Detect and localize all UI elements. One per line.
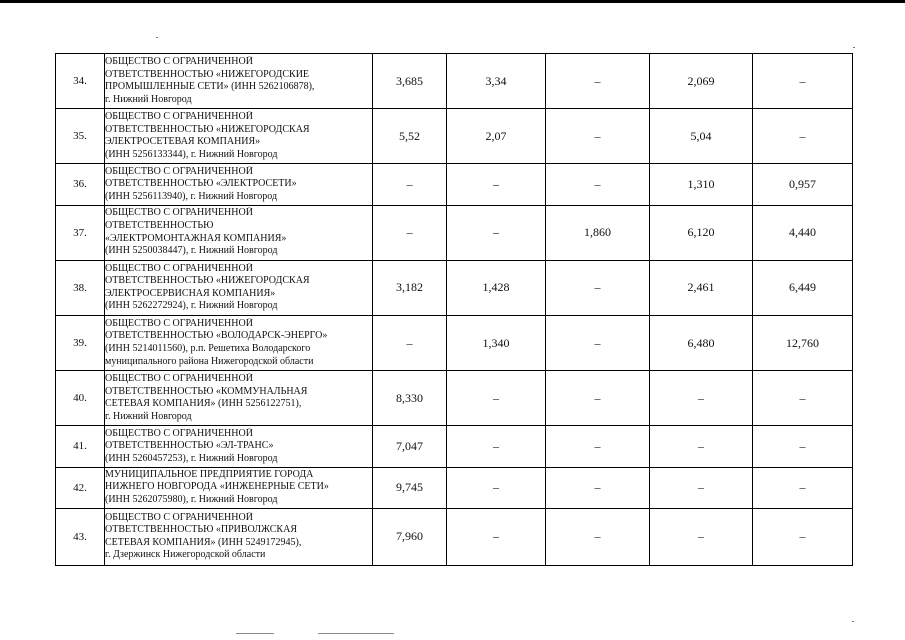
table-row [56, 54, 853, 109]
organization-cell [105, 164, 373, 205]
table-row [56, 109, 853, 164]
table-row [56, 315, 853, 370]
scan-speck [853, 47, 855, 48]
row-number: 38. [56, 260, 105, 315]
value-cell: 8,330 [373, 371, 447, 426]
value-cell: – [546, 109, 650, 164]
org-text-line: (ИНН 5256133344), г. Нижний Новгород [105, 148, 278, 160]
org-text-line: г. Нижний Новгород [105, 93, 192, 105]
value-cell: – [650, 371, 753, 426]
organizations-table [55, 53, 853, 566]
org-text-line: ОТВЕТСТВЕННОСТЬЮ «НИЖЕГОРОДСКИЕ [105, 68, 310, 80]
value-cell: – [447, 371, 546, 426]
row-number: 41. [56, 426, 105, 467]
org-text-line: ОБЩЕСТВО С ОГРАНИЧЕННОЙ [105, 207, 253, 219]
org-text-line: СЕТЕВАЯ КОМПАНИЯ» (ИНН 5249172945), [105, 536, 302, 548]
org-text-line: ПРОМЫШЛЕННЫЕ СЕТИ» (ИНН 5262106878), [105, 81, 315, 93]
row-number: 35. [56, 109, 105, 164]
value-cell: – [447, 426, 546, 467]
org-text-line: (ИНН 5262075980), г. Нижний Новгород [105, 493, 278, 505]
row-number: 34. [56, 54, 105, 109]
value-cell: 4,440 [753, 205, 853, 260]
org-text-line: ОБЩЕСТВО С ОГРАНИЧЕННОЙ [105, 373, 253, 385]
organization-cell [105, 426, 373, 467]
row-number: 40. [56, 371, 105, 426]
row-number: 36. [56, 164, 105, 205]
table-row [56, 467, 853, 508]
value-cell: 1,340 [447, 315, 546, 370]
org-text-line: (ИНН 5262272924), г. Нижний Новгород [105, 300, 278, 312]
org-text-line: ЭЛЕКТРОСЕТЕВАЯ КОМПАНИЯ» [105, 136, 261, 148]
org-text-line: ОТВЕТСТВЕННОСТЬЮ «ЭЛЕКТРОСЕТИ» [105, 178, 297, 190]
value-cell: – [447, 467, 546, 508]
org-text-line: ОТВЕТСТВЕННОСТЬЮ «ВОЛОДАРСК-ЭНЕРГО» [105, 330, 328, 342]
value-cell: 7,047 [373, 426, 447, 467]
value-cell: 5,04 [650, 109, 753, 164]
scan-top-border [0, 0, 905, 3]
org-text-line: ОТВЕТСТВЕННОСТЬЮ «ЭЛ-ТРАНС» [105, 440, 274, 452]
org-text-line: ОТВЕТСТВЕННОСТЬЮ «ПРИВОЛЖСКАЯ [105, 524, 297, 536]
value-cell: 5,52 [373, 109, 447, 164]
value-cell: – [753, 508, 853, 565]
value-cell: – [373, 205, 447, 260]
table-row [56, 260, 853, 315]
value-cell: – [650, 426, 753, 467]
value-cell: – [546, 164, 650, 205]
value-cell: – [650, 508, 753, 565]
org-text-line: ОБЩЕСТВО С ОГРАНИЧЕННОЙ [105, 262, 253, 274]
table-row [56, 371, 853, 426]
value-cell: – [546, 371, 650, 426]
org-text-line: «ЭЛЕКТРОМОНТАЖНАЯ КОМПАНИЯ» [105, 232, 287, 244]
scan-speck [852, 621, 854, 622]
org-text-line: ОТВЕТСТВЕННОСТЬЮ «КОММУНАЛЬНАЯ [105, 385, 308, 397]
organization-cell [105, 260, 373, 315]
organization-cell [105, 109, 373, 164]
value-cell: 1,310 [650, 164, 753, 205]
table-row [56, 426, 853, 467]
org-text-line: ЭЛЕКТРОСЕРВИСНАЯ КОМПАНИЯ» [105, 287, 276, 299]
org-text-line: (ИНН 5214011560), р.п. Решетиха Володарского [105, 343, 311, 355]
value-cell: – [373, 315, 447, 370]
org-text-line: НИЖНЕГО НОВГОРОДА «ИНЖЕНЕРНЫЕ СЕТИ» [105, 481, 329, 493]
org-text-line: (ИНН 5260457253), г. Нижний Новгород [105, 452, 278, 464]
value-cell: – [650, 467, 753, 508]
org-text-line: ОБЩЕСТВО С ОГРАНИЧЕННОЙ [105, 55, 253, 67]
organization-cell [105, 371, 373, 426]
value-cell: – [753, 371, 853, 426]
organization-cell [105, 467, 373, 508]
org-text-line: (ИНН 5250038447), г. Нижний Новгород [105, 245, 278, 257]
value-cell: 1,428 [447, 260, 546, 315]
row-number: 37. [56, 205, 105, 260]
value-cell: – [753, 467, 853, 508]
org-text-line: ОБЩЕСТВО С ОГРАНИЧЕННОЙ [105, 165, 253, 177]
row-number: 39. [56, 315, 105, 370]
organization-cell [105, 508, 373, 565]
value-cell: – [753, 426, 853, 467]
value-cell: 0,957 [753, 164, 853, 205]
value-cell: 9,745 [373, 467, 447, 508]
table-row [56, 205, 853, 260]
org-text-line: г. Дзержинск Нижегородской области [105, 549, 266, 561]
value-cell: 6,480 [650, 315, 753, 370]
value-cell: – [373, 164, 447, 205]
value-cell: – [753, 109, 853, 164]
value-cell: – [447, 205, 546, 260]
organization-cell [105, 315, 373, 370]
value-cell: – [546, 467, 650, 508]
value-cell: 12,760 [753, 315, 853, 370]
value-cell: 2,07 [447, 109, 546, 164]
value-cell: 6,120 [650, 205, 753, 260]
value-cell: 6,449 [753, 260, 853, 315]
value-cell: – [753, 54, 853, 109]
scan-speck [156, 37, 158, 38]
org-text-line: ОТВЕТСТВЕННОСТЬЮ «НИЖЕГОРОДСКАЯ [105, 275, 310, 287]
scan-footer-mark [318, 633, 394, 634]
org-text-line: МУНИЦИПАЛЬНОЕ ПРЕДПРИЯТИЕ ГОРОДА [105, 468, 314, 480]
org-text-line: (ИНН 5256113940), г. Нижний Новгород [105, 190, 278, 202]
org-text-line: ОБЩЕСТВО С ОГРАНИЧЕННОЙ [105, 111, 253, 123]
table-row [56, 508, 853, 565]
org-text-line: ОТВЕТСТВЕННОСТЬЮ [105, 220, 214, 232]
org-text-line: г. Нижний Новгород [105, 410, 192, 422]
value-cell: 2,069 [650, 54, 753, 109]
value-cell: – [546, 508, 650, 565]
row-number: 43. [56, 508, 105, 565]
organization-cell [105, 205, 373, 260]
value-cell: – [546, 315, 650, 370]
row-number: 42. [56, 467, 105, 508]
organization-cell [105, 54, 373, 109]
value-cell: 1,860 [546, 205, 650, 260]
value-cell: 3,182 [373, 260, 447, 315]
value-cell: – [546, 54, 650, 109]
org-text-line: ОТВЕТСТВЕННОСТЬЮ «НИЖЕГОРОДСКАЯ [105, 123, 310, 135]
value-cell: 3,34 [447, 54, 546, 109]
org-text-line: ОБЩЕСТВО С ОГРАНИЧЕННОЙ [105, 427, 253, 439]
value-cell: 3,685 [373, 54, 447, 109]
value-cell: – [447, 508, 546, 565]
org-text-line: СЕТЕВАЯ КОМПАНИЯ» (ИНН 5256122751), [105, 398, 302, 410]
value-cell: 2,461 [650, 260, 753, 315]
org-text-line: муниципального района Нижегородской области [105, 355, 314, 367]
value-cell: – [546, 260, 650, 315]
org-text-line: ОБЩЕСТВО С ОГРАНИЧЕННОЙ [105, 511, 253, 523]
value-cell: – [546, 426, 650, 467]
org-text-line: ОБЩЕСТВО С ОГРАНИЧЕННОЙ [105, 317, 253, 329]
table-row [56, 164, 853, 205]
value-cell: 7,960 [373, 508, 447, 565]
scan-footer-mark [236, 633, 274, 634]
value-cell: – [447, 164, 546, 205]
